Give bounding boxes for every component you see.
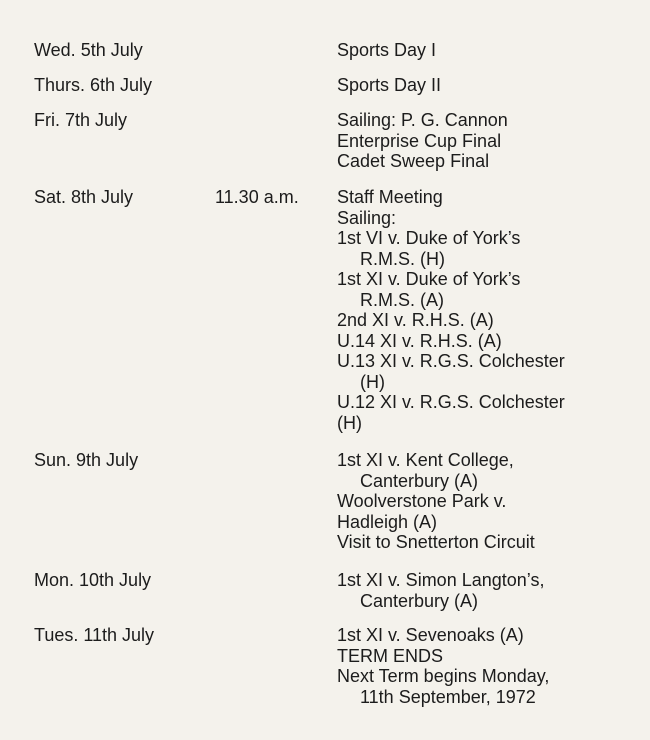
entry-date: Wed. 5th July [34, 40, 143, 60]
event-line: 1st XI v. Sevenoaks (A) [337, 625, 524, 645]
entry-events [337, 75, 637, 96]
entry-date: Tues. 11th July [34, 625, 155, 645]
event-line: Sports Day I [337, 40, 437, 60]
event-line: Hadleigh (A) [337, 511, 438, 532]
event-line: 1st VI v. Duke of York’s [337, 228, 521, 248]
entry-date: Mon. 10th July [34, 570, 152, 590]
event-line: (H) [337, 412, 362, 433]
event-line: U.12 XI v. R.G.S. Colchester [337, 392, 565, 412]
entry-events [337, 110, 637, 172]
event-line: Cadet Sweep Final [337, 151, 490, 171]
entry-events [337, 450, 637, 553]
event-line: 1st XI v. Kent College, [337, 450, 514, 470]
event-line: Woolverstone Park v. [337, 491, 507, 511]
event-line: (H) [360, 371, 385, 392]
event-line: Canterbury (A) [360, 470, 479, 491]
event-line: 1st XI v. Simon Langton’s, [337, 570, 545, 590]
event-line: Enterprise Cup Final [337, 130, 502, 151]
entry-date: Thurs. 6th July [34, 75, 153, 95]
event-line: Next Term begins Monday, [337, 666, 550, 686]
event-line: Visit to Snetterton Circuit [337, 532, 535, 552]
event-line: U.13 XI v. R.G.S. Colchester [337, 351, 565, 371]
event-line: Staff Meeting [337, 187, 443, 207]
entry-events [337, 625, 637, 707]
event-line: R.M.S. (H) [360, 248, 445, 269]
event-line: Sports Day II [337, 75, 442, 95]
entry-time: 11.30 a.m. [215, 187, 299, 207]
event-line: R.M.S. (A) [360, 289, 444, 310]
entry-date: Sun. 9th July [34, 450, 139, 470]
entry-date: Sat. 8th July [34, 187, 134, 207]
event-line: Sailing: P. G. Cannon [337, 110, 508, 130]
entry-date: Fri. 7th July [34, 110, 128, 130]
event-line: 11th September, 1972 [360, 686, 536, 707]
event-line: Canterbury (A) [360, 590, 479, 611]
entry-events [337, 40, 637, 61]
event-line: Sailing: [337, 207, 397, 228]
entry-events [337, 187, 637, 433]
event-line: 1st XI v. Duke of York’s [337, 269, 521, 289]
entry-events [337, 570, 637, 611]
event-line: 2nd XI v. R.H.S. (A) [337, 310, 494, 330]
event-line: U.14 XI v. R.H.S. (A) [337, 330, 502, 351]
event-line: TERM ENDS [337, 645, 444, 666]
